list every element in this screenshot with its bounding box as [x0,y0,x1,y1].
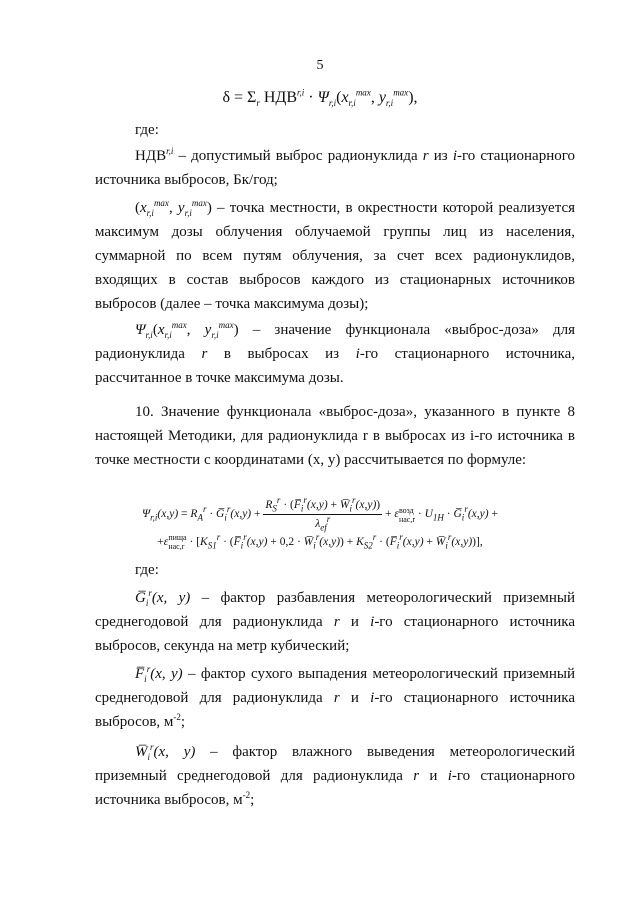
w-definition: $W̅_i^r(x$, y) – фактор влажного выведения метеорологический приземный среднегодовой для радионуклида r и i-го стационарного источника выбросов, $м^{-2}$; [95,742,576,808]
where-label-2: где: [135,562,159,578]
page-number: 5 [316,58,324,73]
delta-formula: $\delta = \Sigma_r$ $НДВ^{r,i} \cdot \Psi_{r,i}(x_{r,i}^{max}$, $y_{r,i}^{max}$), [222,87,418,109]
psi-definition: $\Psi_{r,i}(x_{r,i}^{max}$, $y_{r,i}^{max}$) – значение функционала «выброс-доза» для радионуклида r в выбросах из i-го стационарного источника, рассчитанное в точке максимума дозы. [95,320,575,386]
ndv-definition: НДВ$^{r,i}$ – допустимый выброс радионуклида r из i-го стационарного источника выбросов, Бк/год; [95,146,576,188]
psi-formula: $\Psi_{r,i}(x,y) = R_A^r$ · $G̅_i^r(x,y)$ + $\frac{R_S^r \cdot (F̅_i^r(x,y) + W̅_i^r(x,y))}{\lambda_{ef}^r}$ + εвозд $нас,r \cdot U_{1H}$ · $G̅_i^r(x,y)$ + +εпища $нас,r \cdot [K_{S1}^r$ · ($F̅_i^r(x,y) + 0,2$ · $W̅_i^r(x,y)) + K_{S2}^r$ · ($F̅_i^r(x,y)$ + $W̅_i^r(x,y)$)], [142,495,498,552]
point-definition: ($x_{r,i}^{max}$, $y_{r,i}^{max}$) – точка местности, в окрестности которой реализуется максимум дозы облучения облучаемой группы лиц из населения, суммарной по всем путям облучения, за счет всех радионуклидов, входящих в состав выбросов каждого из стационарных источников выбросов (далее – точка максимума дозы); [95,198,575,312]
g-definition: $G̅_i^r(x$, y) – фактор разбавления метеорологический приземный среднегодовой для радионуклида r и i-го стационарного источника выбросов, секунда на метр кубический; [95,588,576,654]
paragraph-10: 10. Значение функционала «выброс-доза», указанного в пункте 8 настоящей Методики, для радионуклида r в выбросах из i-го источника в точке местности с координатами (x, y) рассчитывается по формуле: [95,404,575,468]
where-label-1: где: [135,122,159,138]
f-definition: $F̅_i^r(x$, y) – фактор сухого выпадения метеорологический приземный среднегодовой для радионуклида r и i-го стационарного источника выбросов, $м^{-2}$; [95,664,576,730]
